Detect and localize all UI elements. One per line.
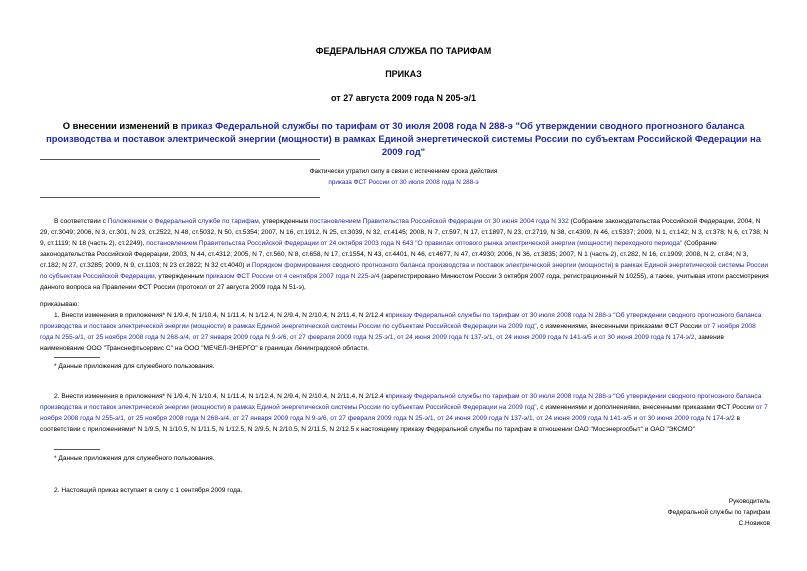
footnote-2: * Данные приложения для служебного пользования. — [54, 455, 215, 462]
signature-role: Руководитель — [728, 498, 770, 505]
agency-heading: ФЕДЕРАЛЬНАЯ СЛУЖБА ПО ТАРИФАМ — [315, 46, 492, 56]
title-link[interactable]: приказ Федеральной службы по тарифам от 30 июля 2008 года N 288-э "Об утверждении сводного прогнозного баланса производства и поставок электрической энергии (мощности) в рамках Единой энергетической системы России по субъектам Российской Федерации на 2009 год" — [46, 120, 761, 157]
document-type-heading: ПРИКАЗ — [385, 69, 422, 79]
item-2-amending-orders-link[interactable]: от 7 ноября 2008 года N 255-э/1, от 25 ноября 2008 года N 268-э/4, от 27 января 2009 года N 9-э/6, от 27 февраля 2009 года N 25-э/1, от 24 июня 2009 года N 137-э/1, от 24 июня 2009 года N 141-э/5 и от 30 июня 2009 года N 174-э/2 — [40, 404, 768, 422]
divider-bottom — [40, 197, 320, 198]
link-balance-procedure[interactable]: Порядком формирования сводного прогнозного баланса производства и поставок электрической энергии (мощности) в рамках Единой энергетической системы России по субъектам Российской Федерации — [40, 262, 769, 280]
link-fst-regulation[interactable]: Положением о Федеральной службе по тарифам — [107, 218, 259, 225]
preamble-text-2: , утвержденным — [258, 218, 310, 225]
status-note-link — [0, 177, 807, 188]
footnote-2-rule — [54, 449, 100, 450]
title-prefix: О внесении изменений в — [62, 120, 181, 131]
signature-name: С.Новиков — [738, 520, 770, 527]
footnote-1-rule — [54, 357, 100, 358]
document-date-number: от 27 августа 2009 года N 205-э/1 — [331, 93, 476, 103]
status-note-line: Фактически утратил силу в связи с истечением срока действия — [309, 168, 498, 175]
item-2-order-288-link[interactable]: приказу Федеральной службы по тарифам от 30 июля 2008 года N 288-э "Об утверждении сводного прогнозного баланса производства и поставок электрической энергии (мощности) в рамках Единой энергетической системы России по субъектам Российской Федерации на 2009 год" — [40, 393, 762, 411]
link-government-decree-332[interactable]: постановлением Правительства Российской Федерации от 30 июня 2004 года N 332 — [309, 218, 569, 225]
divider-top — [40, 159, 320, 160]
preamble-text-3: (Собрание законодательства Российской Федерации, 2004, N 29, ст.3049; 2006, N 3, ст.301, N 23, ст.2522, N 48, ст.5032, N 50, ст.5354; 2007, N 16, ст.1912, N 25, ст.3039, N 32, ст.4145; 2008, N 7, ст.597, N 17, ст.1897, N 23, ст.2719, N 38, ст.4309, N 46, ст.5337; 2009, N 1, ст.142; N 3, ст.378; N 6, ст.738; N 9, ст.1119; N 18 (часть 2), ст.2249), — [40, 218, 769, 247]
item-2-text-3: в соответствии с приложениями* N 1/9.5, N 1/10.5, N 1/11.5, N 1/12.5, N 2/9.5, N 2/10.5, N 2/11.5, N 2/12.5 к настоящему приказу Федеральной службы по тарифам в отношении ОАО "Мосэнергосбыт" и ОАО "ЭКСМО" — [40, 415, 741, 433]
item-2-text-1: 2. Внести изменения в приложения* N 1/9.4, N 1/10.4, N 1/11.4, N 1/12.4, N 2/9.4, N 2/10.4, N 2/11.4, N 2/12.4 к — [54, 393, 389, 400]
signature-org: Федеральной службы по тарифам — [667, 509, 770, 516]
item-1-amending-orders-link[interactable]: от 7 ноября 2008 года N 255-э/1, от 25 ноября 2008 года N 268-э/4, от 27 января 2009 года N 9-э/6, от 27 февраля 2009 года N 25-э/1, от 24 июня 2009 года N 137-э/1, от 24 июня 2009 года N 141-э/5 и от 30 июня 2009 года N 174-э/2 — [40, 323, 756, 341]
item-1-text-2: , с изменениями, внесенными приказами ФСТ России — [536, 323, 704, 330]
link-government-decree-643[interactable]: постановлением Правительства Российской Федерации от 24 октября 2003 года N 643 "О правилах оптового рынка электрической энергии (мощности) переходного периода" — [146, 240, 683, 247]
item-2-text-2: , с изменениями и дополнениями, внесенными приказами ФСТ России — [536, 404, 756, 411]
footnote-1: * Данные приложения для служебного пользования. — [54, 363, 215, 370]
item-1-order-288-link[interactable]: приказу Федеральной службы по тарифам от 30 июля 2008 года N 288-э "Об утверждении сводного прогнозного баланса производства и поставок электрической энергии (мощности) в рамках Единой энергетической системы России по субъектам Российской Федерации на 2009 год" — [40, 312, 762, 330]
status-note-order-link[interactable]: приказа ФСТ России от 30 июля 2008 года N 288-э — [328, 179, 479, 186]
preamble-text-5: , утвержденным — [154, 273, 206, 280]
preamble-text-6: (зарегистрировано Минюстом России 3 октября 2007 года, регистрационный N 10255), а также, учитывая итоги рассмотрения данного вопроса на Правлении ФСТ России (протокол от 27 августа 2009 года N 51-э), — [40, 273, 769, 291]
effective-date-paragraph: 2. Настоящий приказ вступает в силу с 1 сентября 2009 года. — [54, 487, 243, 494]
item-1-text-3: , заменив наименование ООО "Транснефтьсервис С" на ООО "МЕЧЕЛ-ЭНЕРГО" в границах Ленинградской области. — [40, 334, 724, 352]
link-order-225[interactable]: приказом ФСТ России от 4 сентября 2007 года N 225-э/4 — [205, 273, 380, 280]
preamble-paragraph — [40, 216, 770, 293]
item-2-paragraph — [40, 391, 770, 435]
document-title — [40, 119, 767, 158]
preamble-text-4: (Собрание законодательства Российской Федерации, 2003, N 44, ст.4312; 2005, N 7, ст.560, N 8, ст.658, N 17, ст.1554, N 43, ст.4401, N 46, ст.4677, N 47, ст.4930; 2006, N 36, ст.3835; 2007, N 1 (часть 2), ст.282, N 16, ст.1909; 2008, N 2, ст.84; N 3, ст.182; N 27, ст.3285; 2009, N 9, ст.1103; N 23 ст.2822; N 32 ст.4040) и — [40, 240, 749, 269]
item-1-text-1: 1. Внести изменения в приложения* N 1/9.4, N 1/10.4, N 1/11.4, N 1/12.4, N 2/9.4, N 2/10.4, N 2/11.4, N 2/12.4 к — [54, 312, 389, 319]
orders-word: приказываю: — [40, 301, 80, 308]
preamble-text-1: В соответствии с — [54, 218, 108, 225]
item-1-paragraph — [40, 310, 770, 354]
